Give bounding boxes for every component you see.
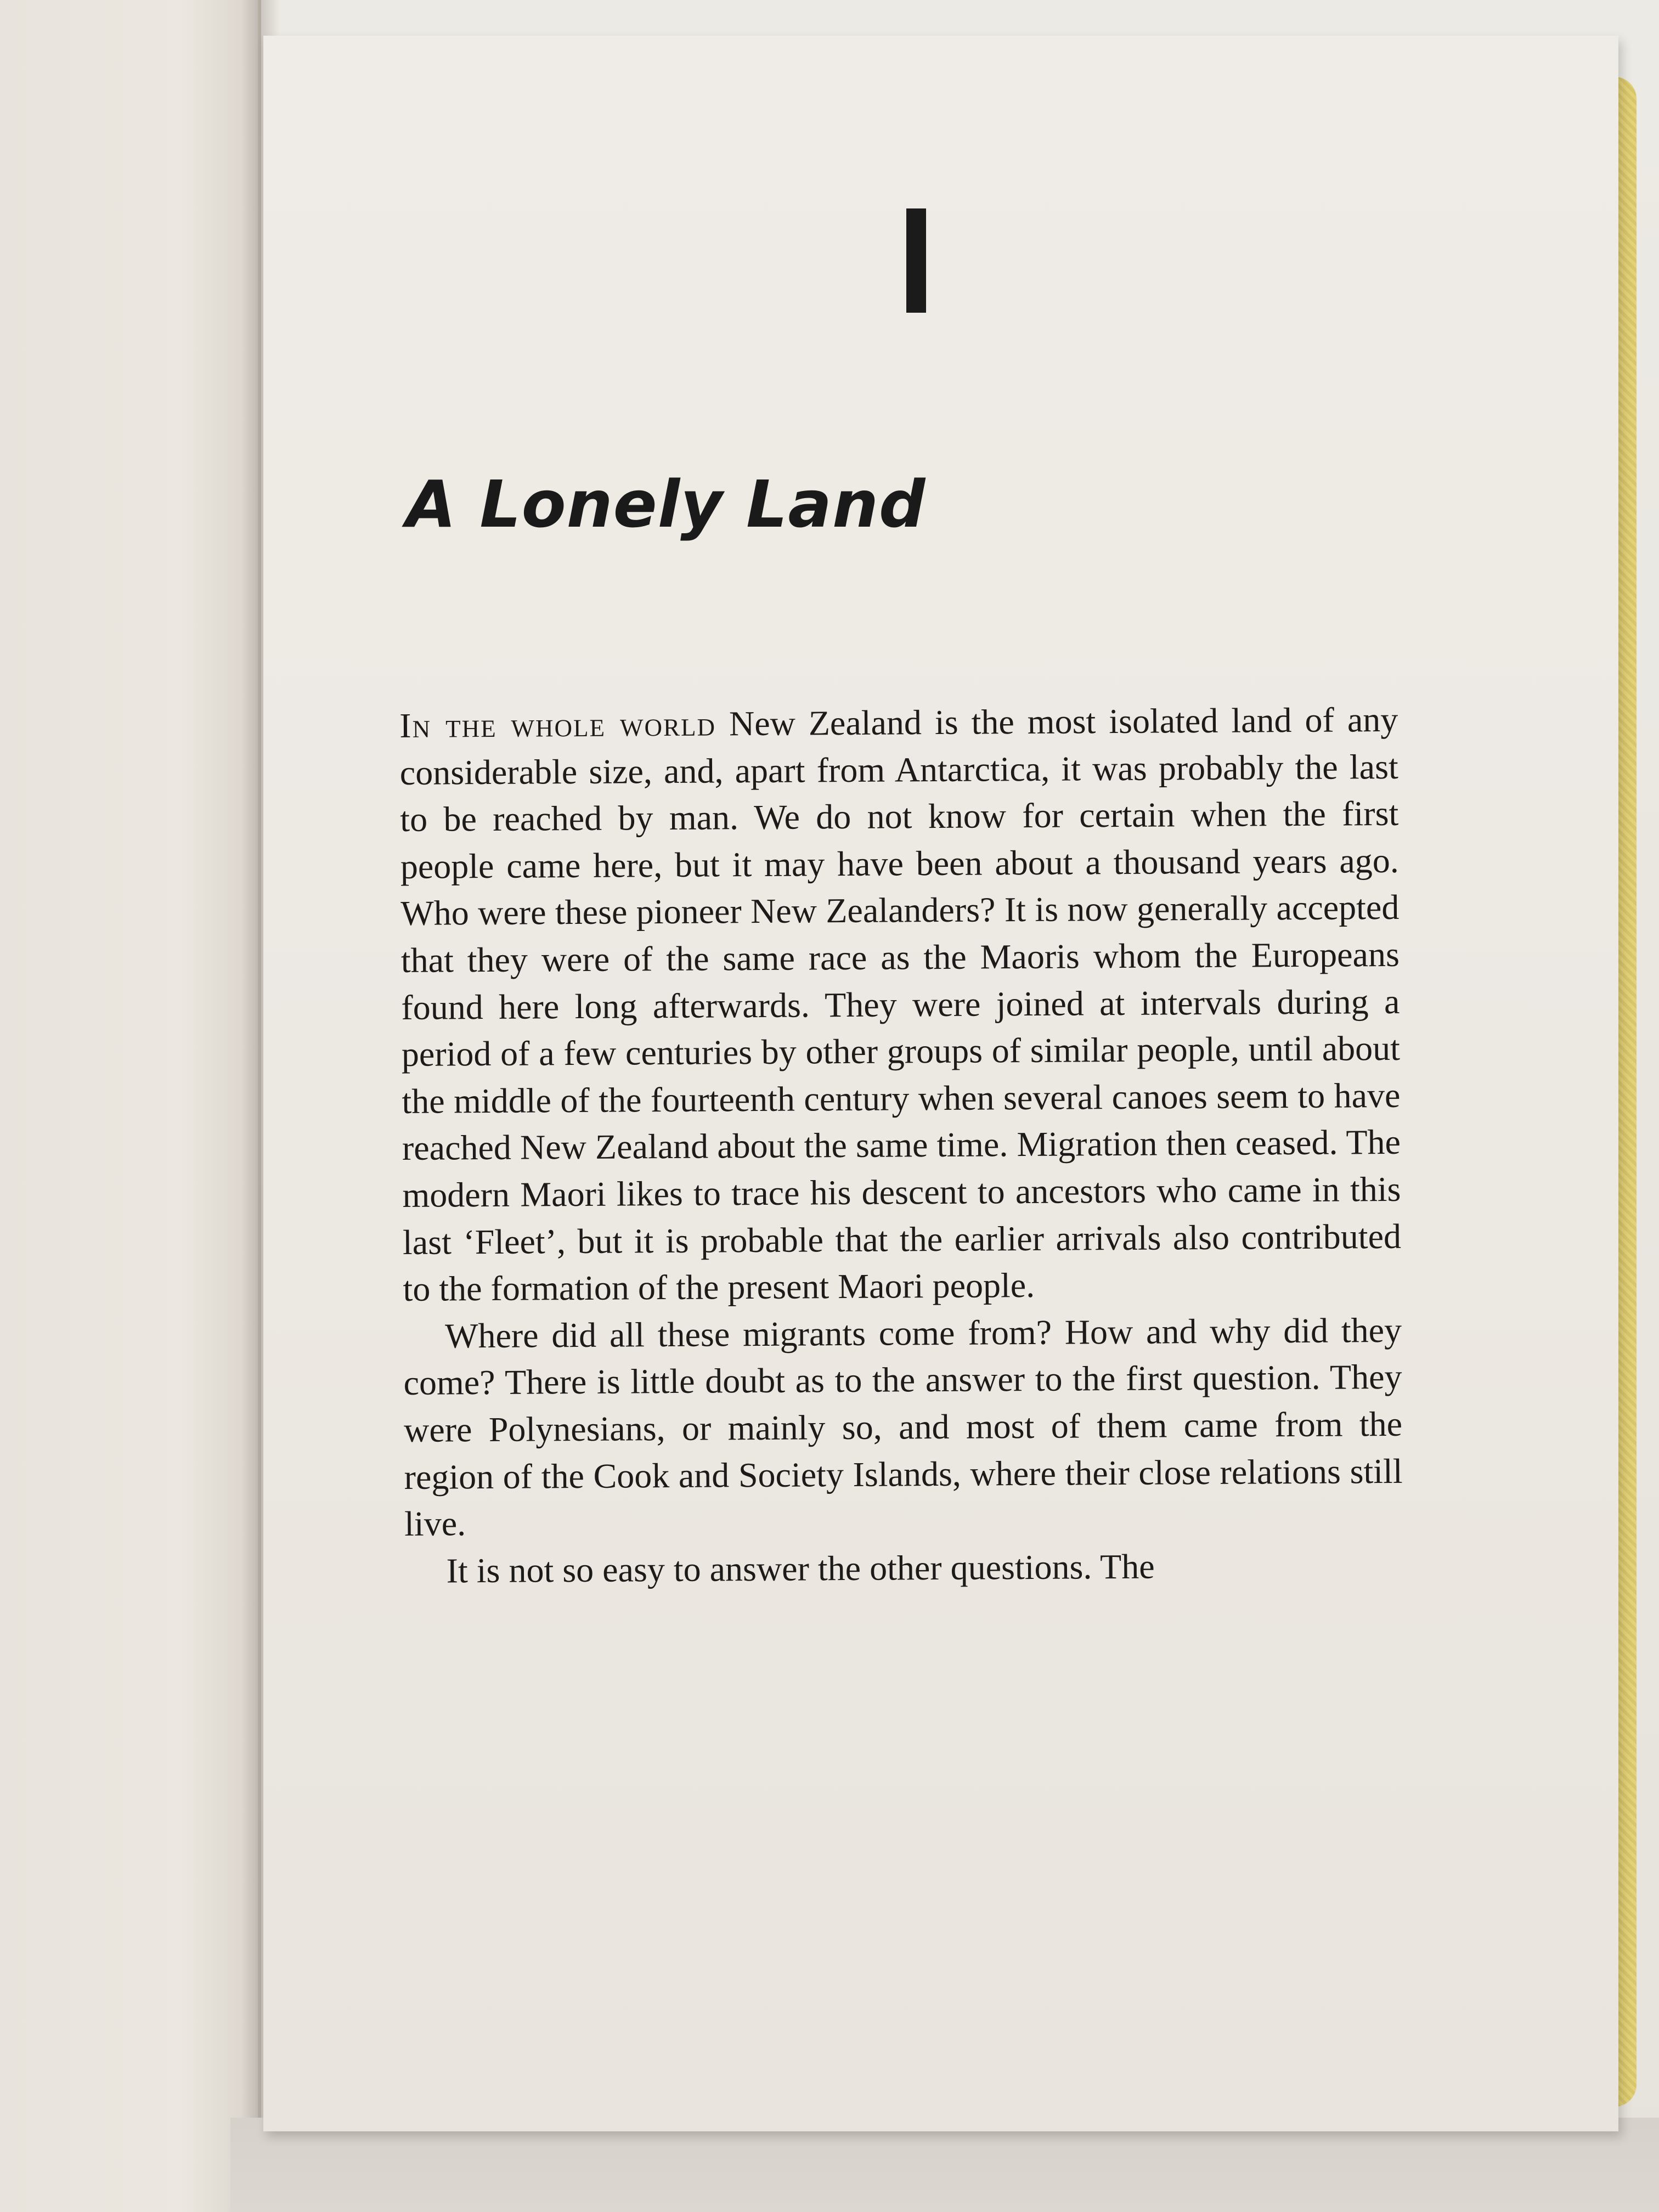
page-stack-edge <box>230 2118 1659 2212</box>
paragraph-1 <box>399 696 1402 1313</box>
chapter-title: A Lonely Land <box>406 466 926 542</box>
chapter-number <box>905 208 927 313</box>
paragraph-lead-smallcaps: In the whole world <box>399 704 716 745</box>
paragraph-2: Where did all these migrants come from? How and why did they come? There is little doubt as to the answer to the first question. They were Polynesians, or mainly so, and most of them came from the region of the Cook and Society Islands, where their close relations still live. <box>403 1310 1403 1544</box>
facing-page-left <box>0 0 261 2212</box>
chapter-numeral-glyph <box>906 208 926 313</box>
chapter-body <box>399 696 1403 1594</box>
paragraph-text: New Zealand is the most isolated land of any considerable size, and, apart from Antarctica, it was probably the last to be reached by man. We do not know for certain when the first people came here, but it may have been about a thousand years ago. Who were these pioneer New Zealanders? It is now generally accepted that they were of the same race as the Maoris whom the Europeans found here long afterwards. They were joined at intervals during a period of a few centuries by other groups of similar people, until about the middle of the fourteenth century when several canoes seem to have reached New Zealand about the same time. Migration then ceased. The modern Maori likes to trace his descent to ancestors who came in this last ‘Fleet’, but it is probable that the earlier arrivals also contributed to the formation of the present Maori people. <box>399 699 1402 1309</box>
paragraph-3: It is not so easy to answer the other questions. The <box>446 1547 1155 1590</box>
